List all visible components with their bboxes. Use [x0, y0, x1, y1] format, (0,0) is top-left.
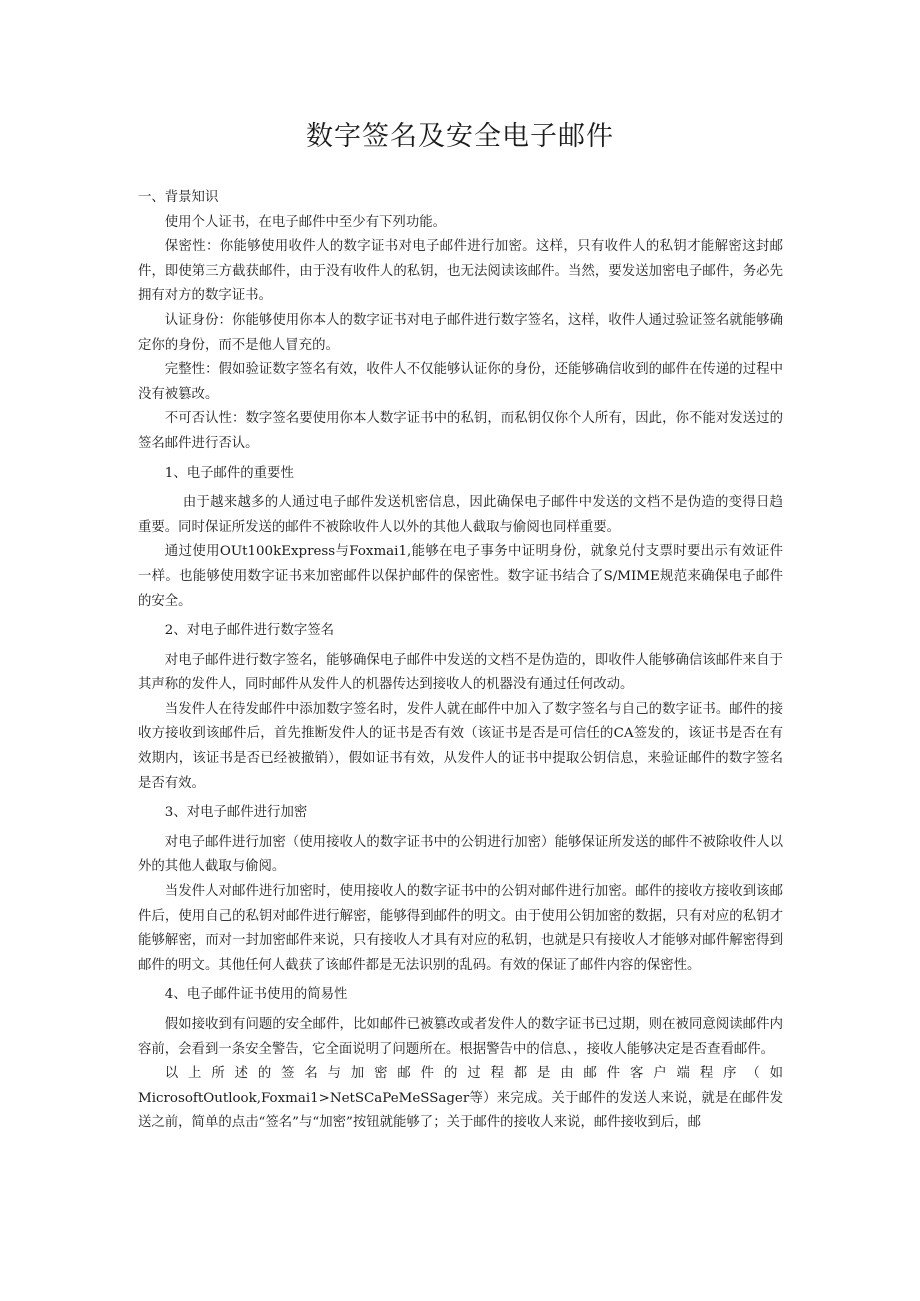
- paragraph-email-importance-1: 由于越来越多的人通过电子邮件发送机密信息，因此确保电子邮件中发送的文档不是伪造的变得日趋重要。同时保证所发送的邮件不被除收件人以外的其他人截取与偷阅也同样重要。: [138, 495, 783, 535]
- document-title: 数字签名及安全电子邮件: [306, 121, 614, 152]
- paragraph-simplicity-1: 假如接收到有问题的安全邮件，比如邮件已被篡改或者发件人的数字证书已过期，则在被同意阅读邮件内容前，会看到一条安全警告，它全面说明了问题所在。根据警告中的信息、，接收人能够决定是否查看邮件。: [138, 1017, 783, 1057]
- paragraph-encryption-2: 当发件人对邮件进行加密时，使用接收人的数字证书中的公钥对邮件进行加密。邮件的接收方接收到该邮件后，使用自己的私钥对邮件进行解密，能够得到邮件的明文。由于使用公钥加密的数据，只有对应的私钥才能够解密，而对一封加密邮件来说，只有接收人才具有对应的私钥，也就是只有接收人才能够对邮件解密得到邮件的明文。其他任何人截获了该邮件都是无法识别的乱码。有效的保证了邮件内容的保密性。: [138, 884, 783, 973]
- paragraph-integrity: 完整性：假如验证数字签名有效，收件人不仅能够认证你的身份，还能够确信收到的邮件在传递的过程中没有被篡改。: [138, 362, 783, 402]
- heading-digital-signature: 2、对电子邮件进行数字签名: [164, 623, 335, 639]
- paragraph-encryption-1: 对电子邮件进行加密（使用接收人的数字证书中的公钥进行加密）能够保证所发送的邮件不被除收件人以外的其他人截取与偷阅。: [138, 834, 783, 875]
- paragraph-authentication: 认证身份：你能够使用你本人的数字证书对电子邮件进行数字签名，这样，收件人通过验证签名就能够确定你的身份，而不是他人冒充的。: [138, 312, 783, 353]
- heading-email-importance: 1、电子邮件的重要性: [164, 465, 294, 481]
- paragraph-nonrepudiation: 不可否认性：数字签名要使用你本人数字证书中的私钥，而私钥仅你个人所有，因此，你不能对发送过的签名邮件进行否认。: [138, 411, 783, 451]
- heading-simplicity: 4、电子邮件证书使用的简易性: [164, 987, 348, 1003]
- section-heading-background: 一、背景知识: [138, 190, 219, 205]
- heading-encryption: 3、对电子邮件进行加密: [164, 805, 308, 821]
- paragraph-email-importance-2: 通过使用OUt100kExpress与Foxmai1,能够在电子事务中证明身份，就象兑付支票时要出示有效证件一样。也能够使用数字证书来加密邮件以保护邮件的保密性。数字证书结合了S/MIME规范来确保电子邮件的安全。: [138, 544, 783, 609]
- paragraph-intro: 使用个人证书，在电子邮件中至少有下列功能。: [164, 214, 446, 230]
- paragraph-digital-signature-2: 当发件人在待发邮件中添加数字签名时，发件人就在邮件中加入了数字签名与自己的数字证书。邮件的接收方接收到该邮件后，首先推断发件人的证书是否有效（该证书是否是可信任的CA签发的，该证书是否在有效期内，该证书是否已经被撤销），假如证书有效，从发件人的证书中提取公钥信息，来验证邮件的数字签名是否有效。: [138, 701, 783, 791]
- paragraph-confidentiality: 保密性：你能够使用收件人的数字证书对电子邮件进行加密。这样，只有收件人的私钥才能解密这封邮件，即使第三方截获邮件，由于没有收件人的私钥，也无法阅读该邮件。当然，要发送加密电子邮件，务必先拥有对方的数字证书。: [138, 239, 783, 304]
- paragraph-digital-signature-1: 对电子邮件进行数字签名，能够确保电子邮件中发送的文档不是伪造的，即收件人能够确信该邮件来自于其声称的发件人，同时邮件从发件人的机器传达到接收人的机器没有通过任何改动。: [138, 652, 783, 693]
- paragraph-simplicity-2-line1: 以上所述的签名与加密邮件的过程都是由邮件客户端程序（如: [164, 1066, 783, 1082]
- document-body: [138, 186, 783, 1136]
- paragraph-simplicity-2-rest: MicrosoftOutlook,Foxmai1>NetSCaPeMeSSager等）来完成。关于邮件的发送人来说，就是在邮件发送之前，简单的点击“签名”与“加密”按钮就能够了；关于邮件的接收人来说，邮件接收到后，邮: [138, 1090, 783, 1131]
